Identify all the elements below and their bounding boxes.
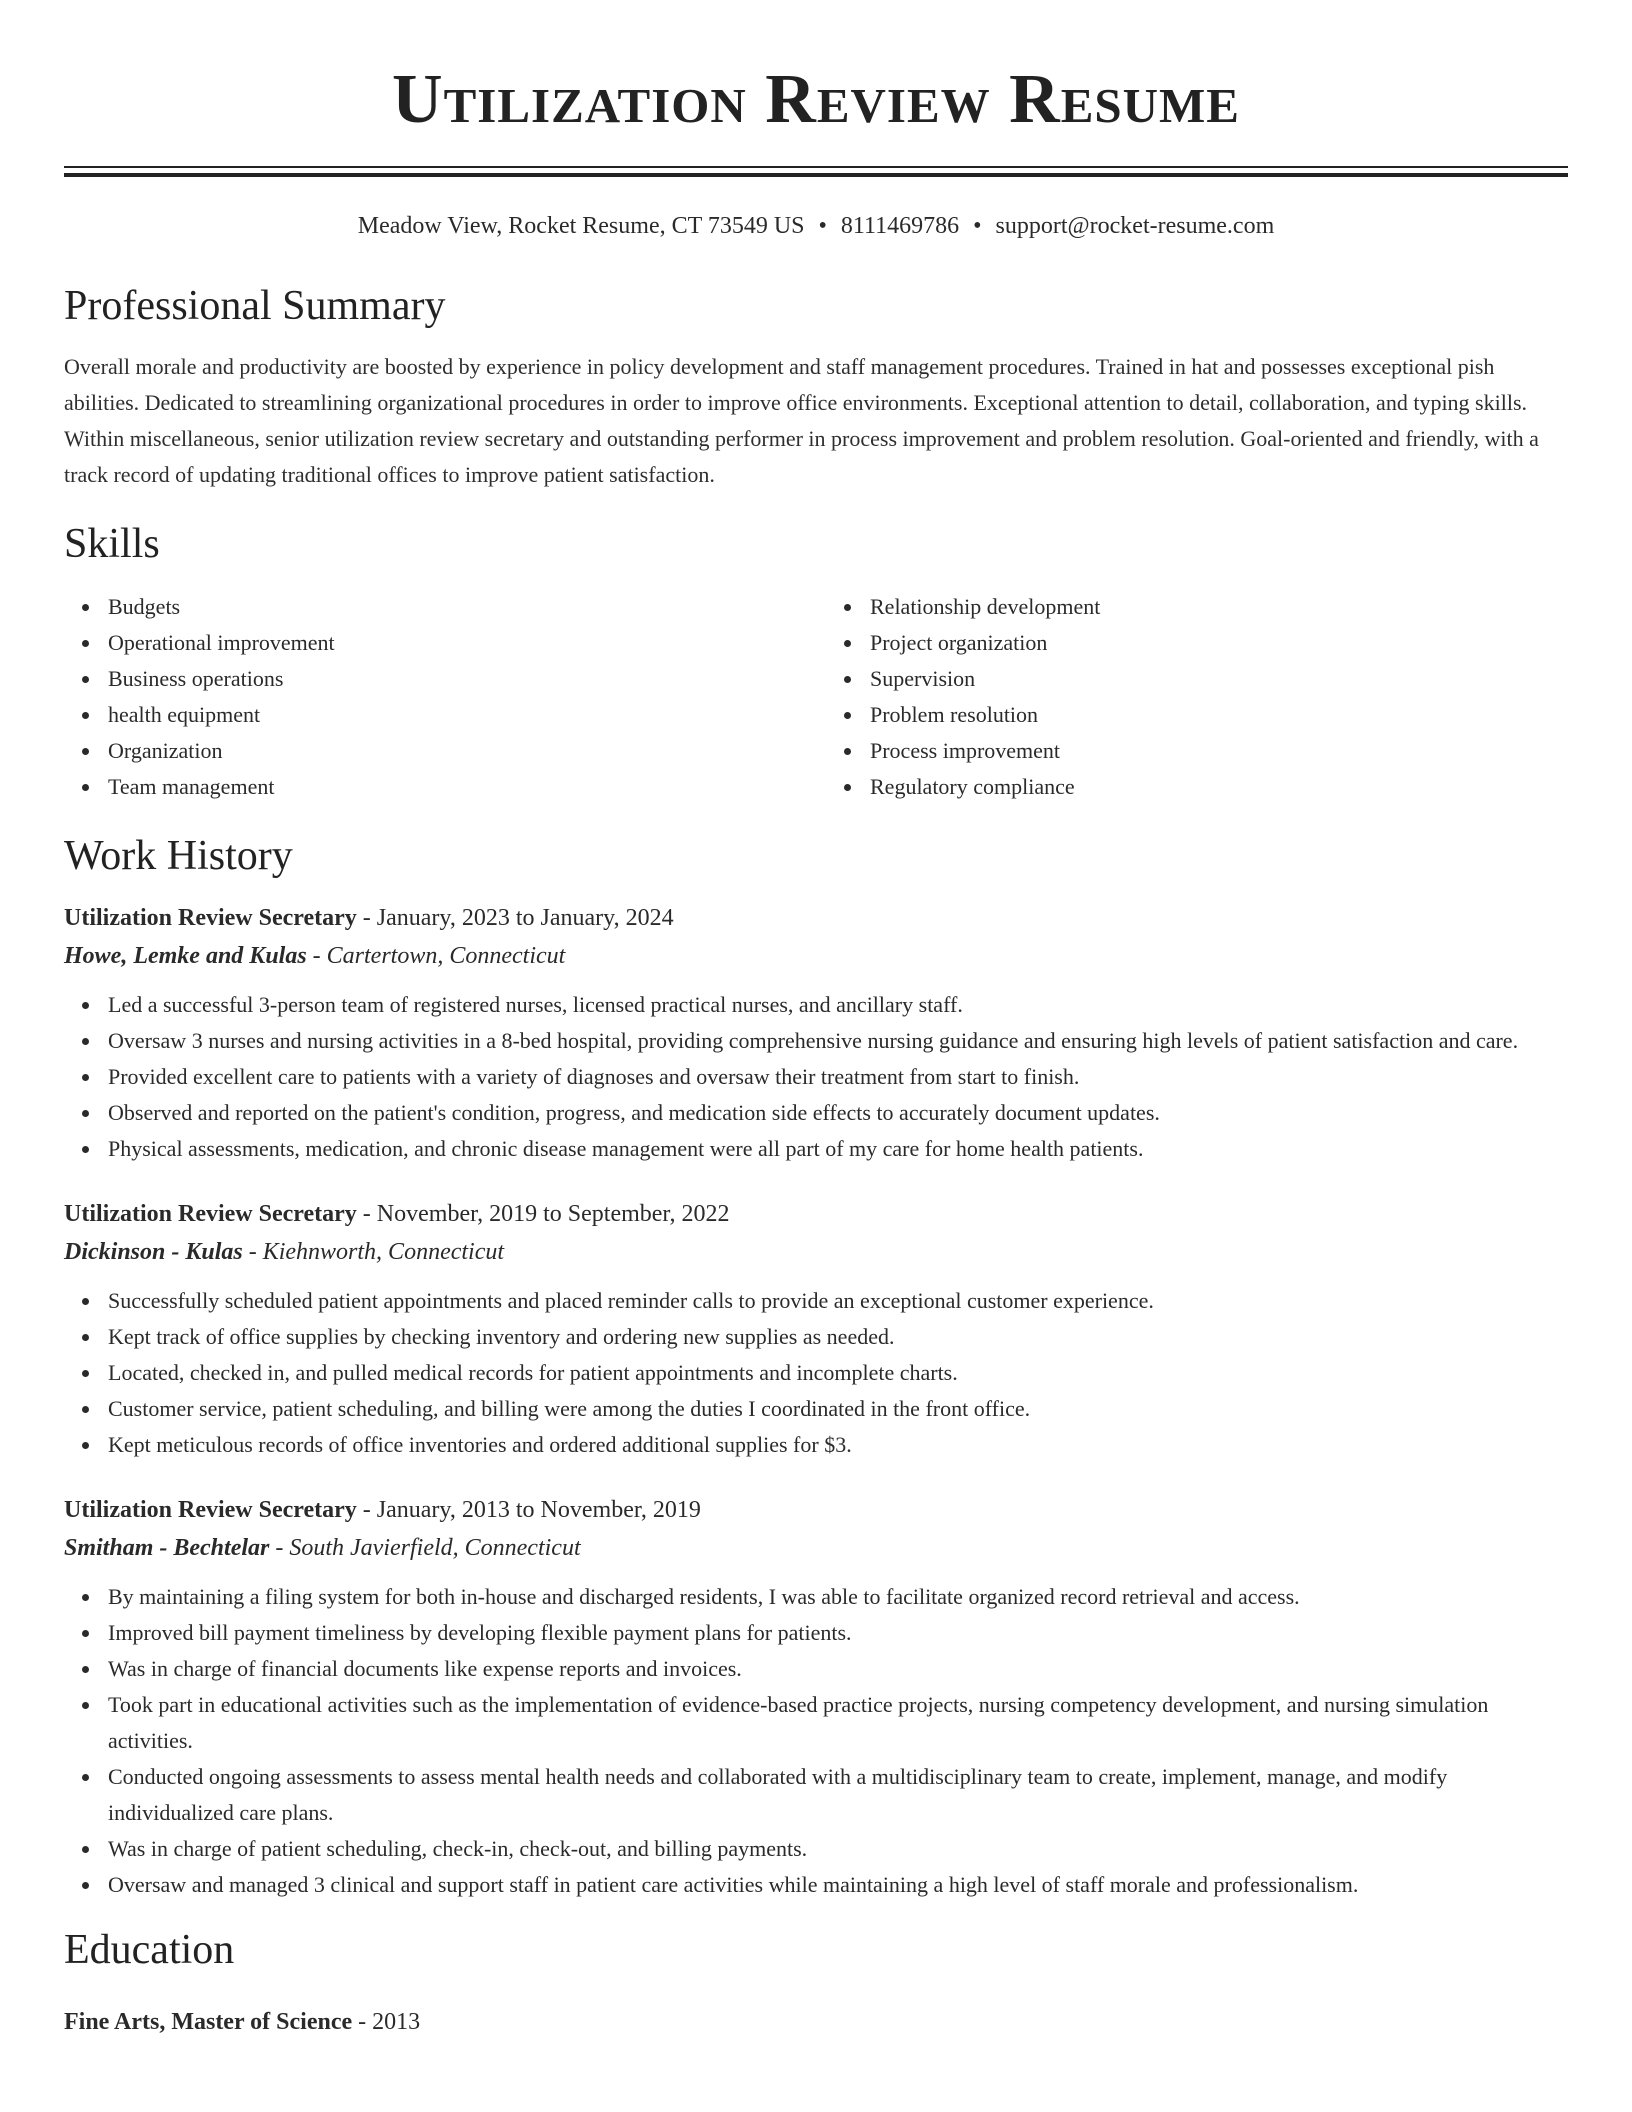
job-bullet: Conducted ongoing assessments to assess mental health needs and collaborated with a multidisciplinary team to create, implement, manage, and modify individualized care plans. <box>108 1759 1568 1831</box>
job-role: Utilization Review Secretary <box>64 1497 357 1523</box>
skills-column-right <box>806 589 1568 805</box>
job-title-line <box>64 1493 1568 1527</box>
job-bullets <box>64 1579 1568 1903</box>
job-bullet: Observed and reported on the patient's condition, progress, and medication side effects to accurately document updates. <box>108 1095 1568 1131</box>
skill-item: Business operations <box>108 661 806 697</box>
job-company: Smitham - Bechtelar <box>64 1535 270 1561</box>
summary-heading: Professional Summary <box>64 283 446 329</box>
job-company-line <box>64 1531 1568 1565</box>
skill-item: Team management <box>108 769 806 805</box>
job-title-line <box>64 901 1568 935</box>
contact-phone: 8111469786 <box>840 213 960 239</box>
job-dates: - November, 2019 to September, 2022 <box>356 1201 730 1227</box>
summary-text: Overall morale and productivity are boosted by experience in policy development and staff management procedures. Trained in hat and possesses exceptional pish abilities. Dedicated to streamlining organizational procedures in order to improve office environments. Exceptional attention to detail, collaboration, and typing skills. Within miscellaneous, senior utilization review secretary and outstanding performer in process improvement and problem resolution. Goal-oriented and friendly, with a track record of updating traditional offices to improve patient satisfaction. <box>64 354 1539 487</box>
job-bullet: Oversaw and managed 3 clinical and support staff in patient care activities while maintaining a high level of staff morale and professionalism. <box>108 1867 1568 1903</box>
job-bullet: By maintaining a filing system for both in-house and discharged residents, I was able to facilitate organized record retrieval and access. <box>108 1579 1568 1615</box>
job-bullet: Was in charge of patient scheduling, check-in, check-out, and billing payments. <box>108 1831 1568 1867</box>
job-bullet: Successfully scheduled patient appointments and placed reminder calls to provide an exceptional customer experience. <box>108 1283 1568 1319</box>
job-role: Utilization Review Secretary <box>64 1201 357 1227</box>
education-degree: Fine Arts, Master of Science <box>64 2009 353 2035</box>
skills-list <box>64 589 1568 805</box>
work-history-heading: Work History <box>64 833 293 879</box>
education-heading: Education <box>64 1927 235 1973</box>
skill-item: Project organization <box>870 625 1568 661</box>
skill-item: Regulatory compliance <box>870 769 1568 805</box>
skill-item: health equipment <box>108 697 806 733</box>
job-bullet: Physical assessments, medication, and chronic disease management were all part of my care for home health patients. <box>108 1131 1568 1167</box>
job-bullet: Was in charge of financial documents like expense reports and invoices. <box>108 1651 1568 1687</box>
job-dates: - January, 2023 to January, 2024 <box>356 905 674 931</box>
job-bullet: Customer service, patient scheduling, and billing were among the duties I coordinated in the front office. <box>108 1391 1568 1427</box>
skill-item: Operational improvement <box>108 625 806 661</box>
job-bullet: Kept track of office supplies by checking inventory and ordering new supplies as needed. <box>108 1319 1568 1355</box>
contact-address: Meadow View, Rocket Resume, CT 73549 US <box>357 213 805 239</box>
skill-item: Relationship development <box>870 589 1568 625</box>
job-bullet: Oversaw 3 nurses and nursing activities in a 8-bed hospital, providing comprehensive nursing guidance and ensuring high levels of patient satisfaction and care. <box>108 1023 1568 1059</box>
education-entry <box>64 2005 1568 2039</box>
job-bullet: Kept meticulous records of office inventories and ordered additional supplies for $3. <box>108 1427 1568 1463</box>
resume-page <box>64 0 1568 2039</box>
job-entry <box>64 1493 1568 1903</box>
title-divider <box>64 166 1568 177</box>
job-bullet: Improved bill payment timeliness by developing flexible payment plans for patients. <box>108 1615 1568 1651</box>
job-bullet: Led a successful 3-person team of registered nurses, licensed practical nurses, and ancillary staff. <box>108 987 1568 1023</box>
skills-heading: Skills <box>64 521 160 567</box>
job-company: Howe, Lemke and Kulas <box>64 943 307 969</box>
job-bullets <box>64 1283 1568 1463</box>
job-bullet: Took part in educational activities such as the implementation of evidence-based practice projects, nursing competency development, and nursing simulation activities. <box>108 1687 1568 1759</box>
skill-item: Problem resolution <box>870 697 1568 733</box>
page-title: Utilization Review Resume <box>392 61 1240 138</box>
contact-email: support@rocket-resume.com <box>995 213 1275 239</box>
job-location: - Kiehnworth, Connecticut <box>242 1239 505 1265</box>
job-location: - Cartertown, Connecticut <box>306 943 566 969</box>
job-location: - South Javierfield, Connecticut <box>269 1535 581 1561</box>
contact-separator: • <box>973 213 982 239</box>
job-dates: - January, 2013 to November, 2019 <box>356 1497 701 1523</box>
job-entry <box>64 901 1568 1167</box>
education-year: - 2013 <box>352 2009 421 2035</box>
skill-item: Process improvement <box>870 733 1568 769</box>
job-role: Utilization Review Secretary <box>64 905 357 931</box>
skill-item: Organization <box>108 733 806 769</box>
job-bullet: Provided excellent care to patients with a variety of diagnoses and oversaw their treatment from start to finish. <box>108 1059 1568 1095</box>
skills-column-left <box>64 589 806 805</box>
job-company-line <box>64 939 1568 973</box>
contact-separator: • <box>818 213 827 239</box>
contact-line <box>64 211 1568 241</box>
job-bullet: Located, checked in, and pulled medical records for patient appointments and incomplete charts. <box>108 1355 1568 1391</box>
job-entry <box>64 1197 1568 1463</box>
job-company: Dickinson - Kulas <box>64 1239 243 1265</box>
skill-item: Budgets <box>108 589 806 625</box>
job-bullets <box>64 987 1568 1167</box>
skill-item: Supervision <box>870 661 1568 697</box>
job-company-line <box>64 1235 1568 1269</box>
job-title-line <box>64 1197 1568 1231</box>
